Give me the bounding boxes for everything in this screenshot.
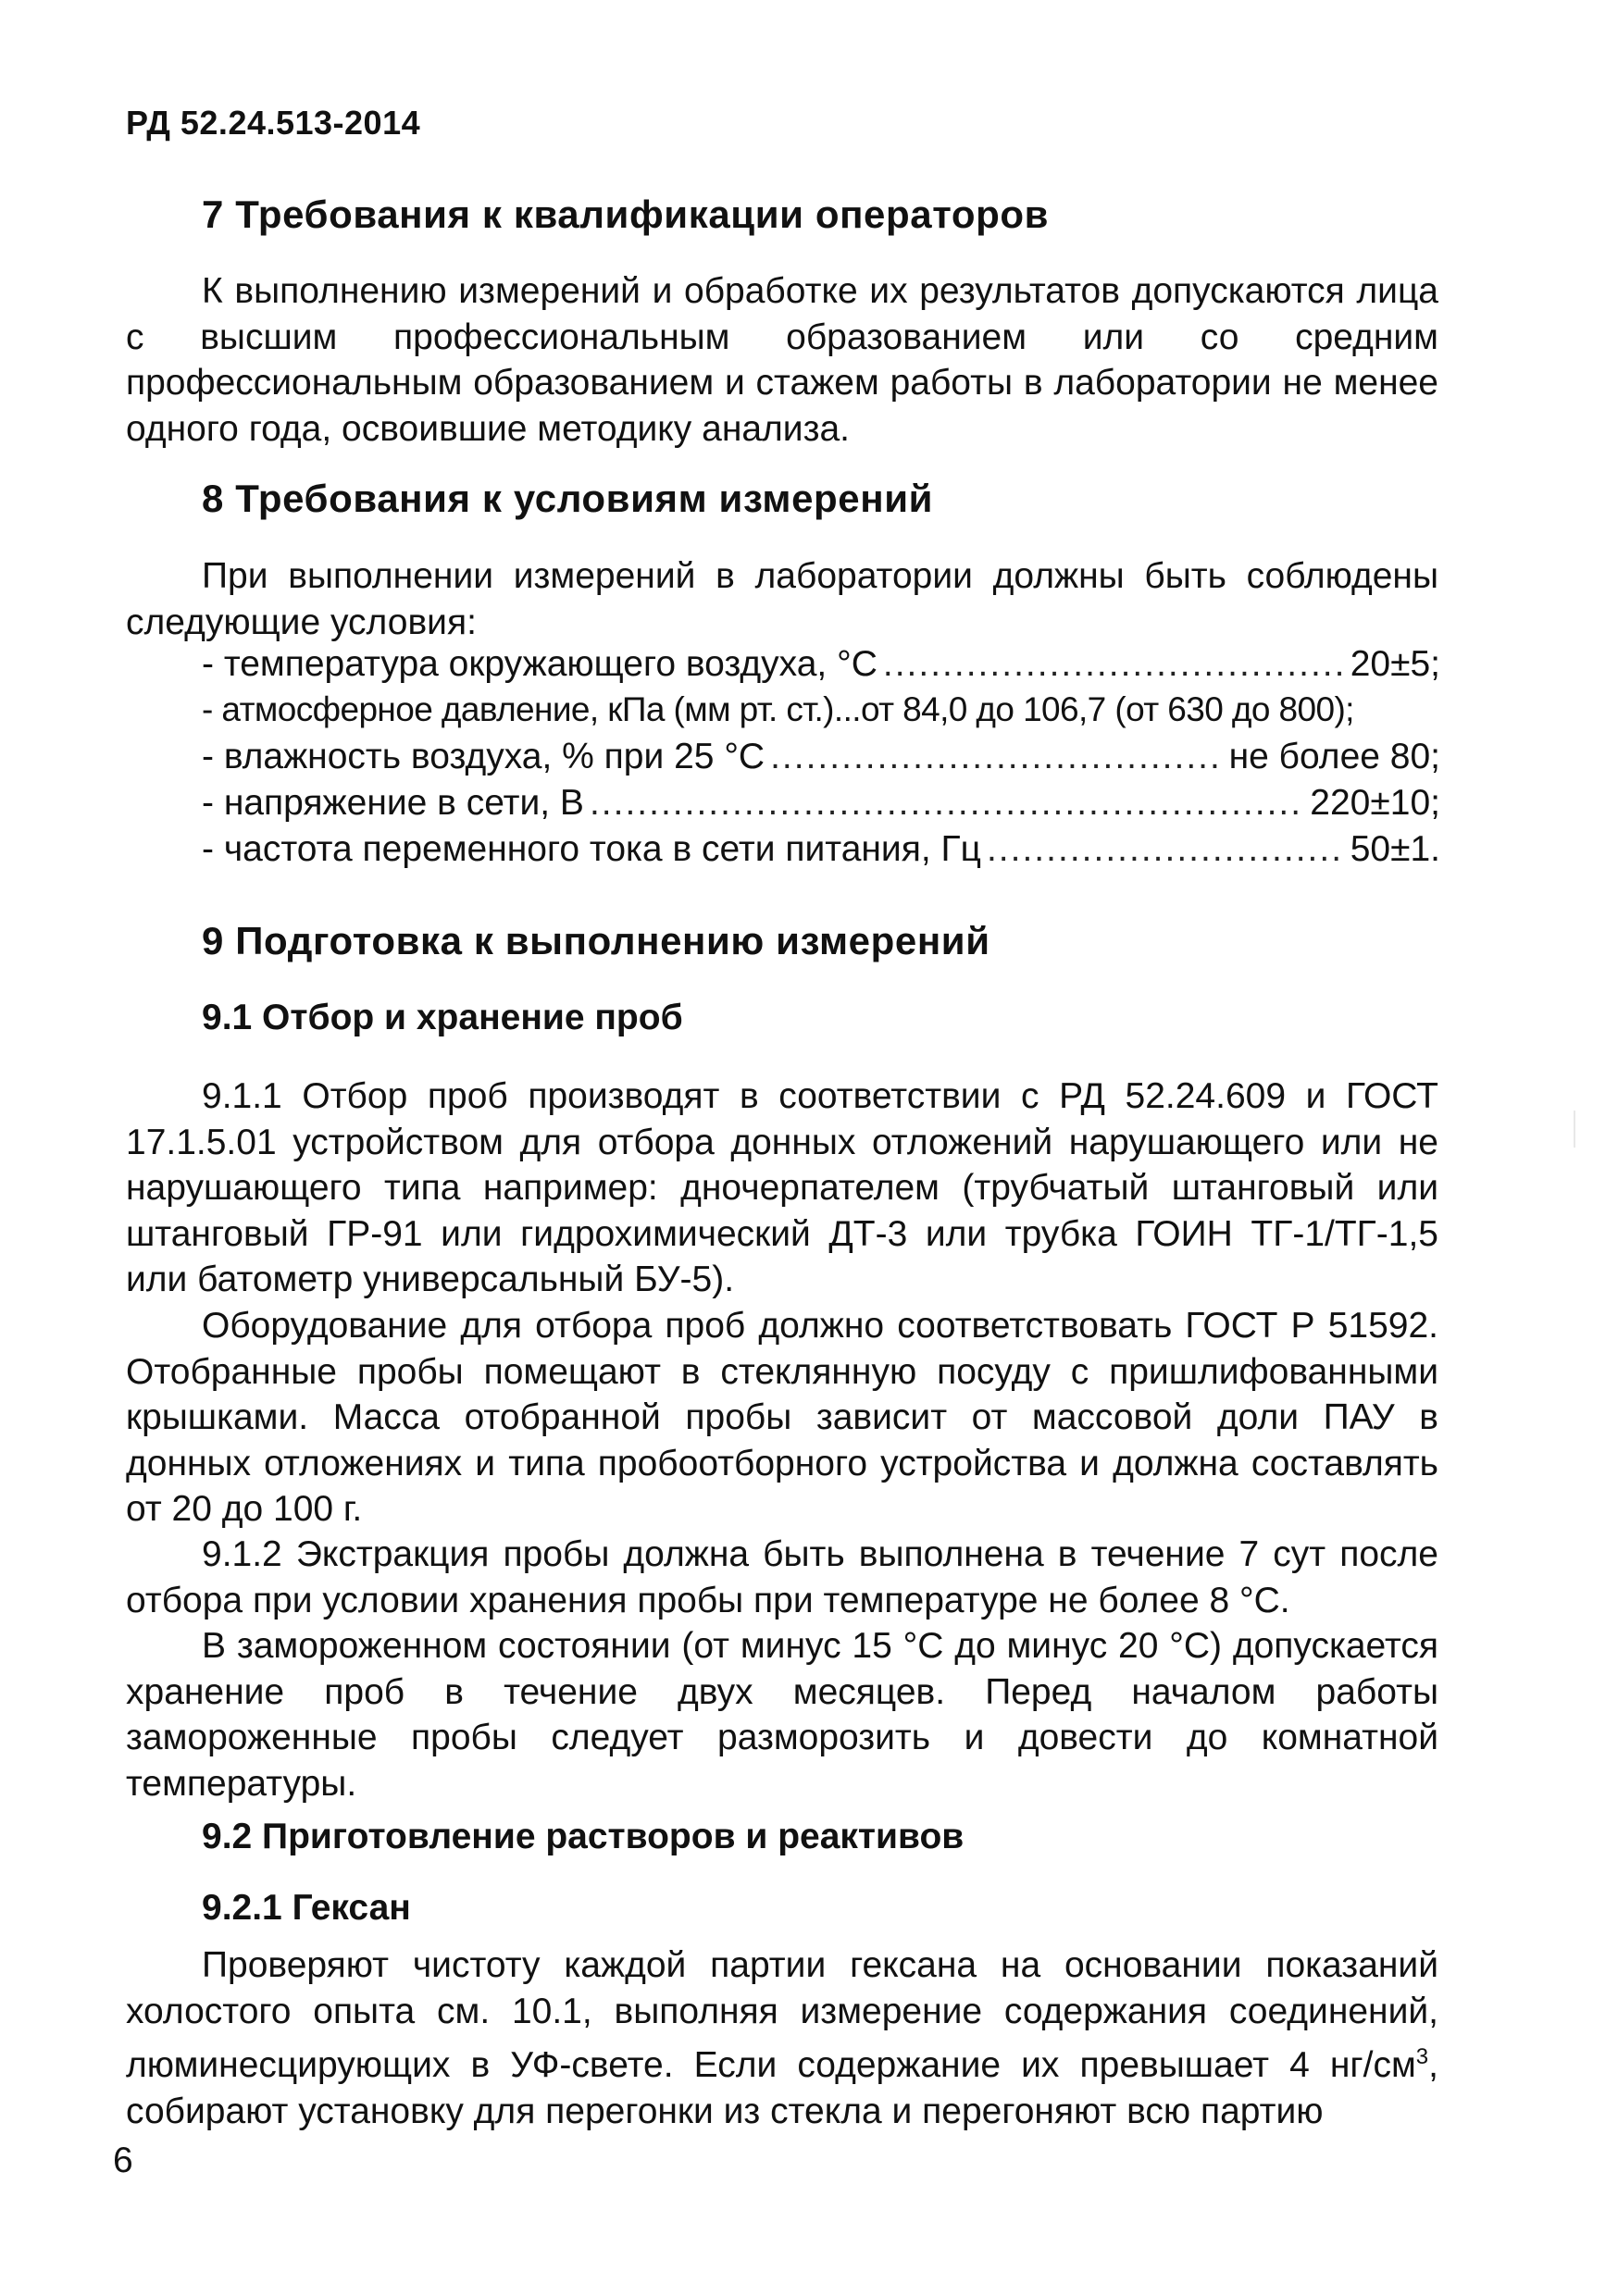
paragraph-frozen: В замороженном состоянии (от минус 15 °С до минус 20 °С) допускается хранение проб в течение двух месяцев. Перед началом работы замороженные пробы следует разморозить и довести до комнатной температуры. xyxy=(126,1626,1438,1804)
paragraph-hexane xyxy=(126,1942,1438,2134)
condition-value: 220±10; xyxy=(1310,783,1440,823)
leader-dots xyxy=(590,783,1304,824)
section-9-title: 9 Подготовка к выполнению измерений xyxy=(202,919,990,962)
condition-label: - частота переменного тока в сети питания, Гц xyxy=(202,829,981,869)
condition-frequency xyxy=(202,829,1440,875)
paragraph-9-1-2: 9.1.2 Экстракция пробы должна быть выполнена в течение 7 сут после отбора при условии хранения пробы при температуре не более 8 °С. xyxy=(126,1534,1438,1620)
page-number: 6 xyxy=(113,2141,133,2180)
section-9-2-1-title: 9.2.1 Гексан xyxy=(202,1888,411,1928)
condition-label: - атмосферное давление, кПа (мм рт. ст.)...от 84,0 до 106,7 (от 630 до 800); xyxy=(202,690,1354,728)
document-code: РД 52.24.513-2014 xyxy=(126,104,421,142)
section-9-1-title: 9.1 Отбор и хранение проб xyxy=(202,998,683,1037)
section-7-text: К выполнению измерений и обработке их результатов допускаются лица с высшим профессиональным образованием или со средним профессиональным образованием и стажем работы в лаборатории не менее одного года, освоившие методику анализа. xyxy=(126,271,1438,449)
condition-label: - температура окружающего воздуха, °С xyxy=(202,644,877,684)
paragraph-9-1-1: 9.1.1 Отбор проб производят в соответствии с РД 52.24.609 и ГОСТ 17.1.5.01 устройством для отбора донных отложений нарушающего или не нарушающего типа например: дночерпателем (трубчатый штанговый или штанговый ГР-91 или гидрохимический ДТ-3 или трубка ГОИН ТГ-1/ТГ-1,5 или батометр универсальный БУ-5). xyxy=(126,1076,1438,1299)
leader-dots xyxy=(987,829,1345,870)
section-8-title: 8 Требования к условиям измерений xyxy=(202,477,934,520)
condition-voltage xyxy=(202,783,1440,829)
leader-dots xyxy=(883,644,1345,685)
hexane-text: Проверяют чистоту каждой партии гексана на основании показаний холостого опыта см. 10.1, выполняя измерение содержания соединений, люминесцирующих в УФ-свете. Если содержание их превышает 4 нг/см xyxy=(126,1945,1438,2085)
section-7-title: 7 Требования к квалификации операторов xyxy=(202,192,1050,236)
condition-label: - влажность воздуха, % при 25 °С xyxy=(202,737,765,776)
paragraph-equipment: Оборудование для отбора проб должно соответствовать ГОСТ Р 51592. Отобранные пробы помещают в стеклянную посуду с пришлифованными крышками. Масса отобранной пробы зависит от массовой доли ПАУ в донных отложениях и типа пробоотборного устройства и должна составлять от 20 до 100 г. xyxy=(126,1306,1438,1529)
condition-temperature xyxy=(202,644,1440,690)
condition-humidity xyxy=(202,737,1440,783)
condition-value: 20±5; xyxy=(1350,644,1440,684)
condition-value: не более 80; xyxy=(1228,737,1440,776)
leader-dots xyxy=(770,737,1223,777)
hexane-text-end: , собирают установку для перегонки из стекла и перегоняют всю партию xyxy=(126,2045,1438,2131)
superscript: 3 xyxy=(1415,2044,1429,2069)
condition-label: - напряжение в сети, В xyxy=(202,783,584,823)
scan-mark xyxy=(1574,1111,1575,1148)
condition-value: 50±1. xyxy=(1350,829,1440,869)
section-9-2-title: 9.2 Приготовление растворов и реактивов xyxy=(202,1817,965,1856)
condition-pressure xyxy=(202,690,1440,737)
section-8-intro: При выполнении измерений в лаборатории должны быть соблюдены следующие условия: xyxy=(126,556,1438,642)
